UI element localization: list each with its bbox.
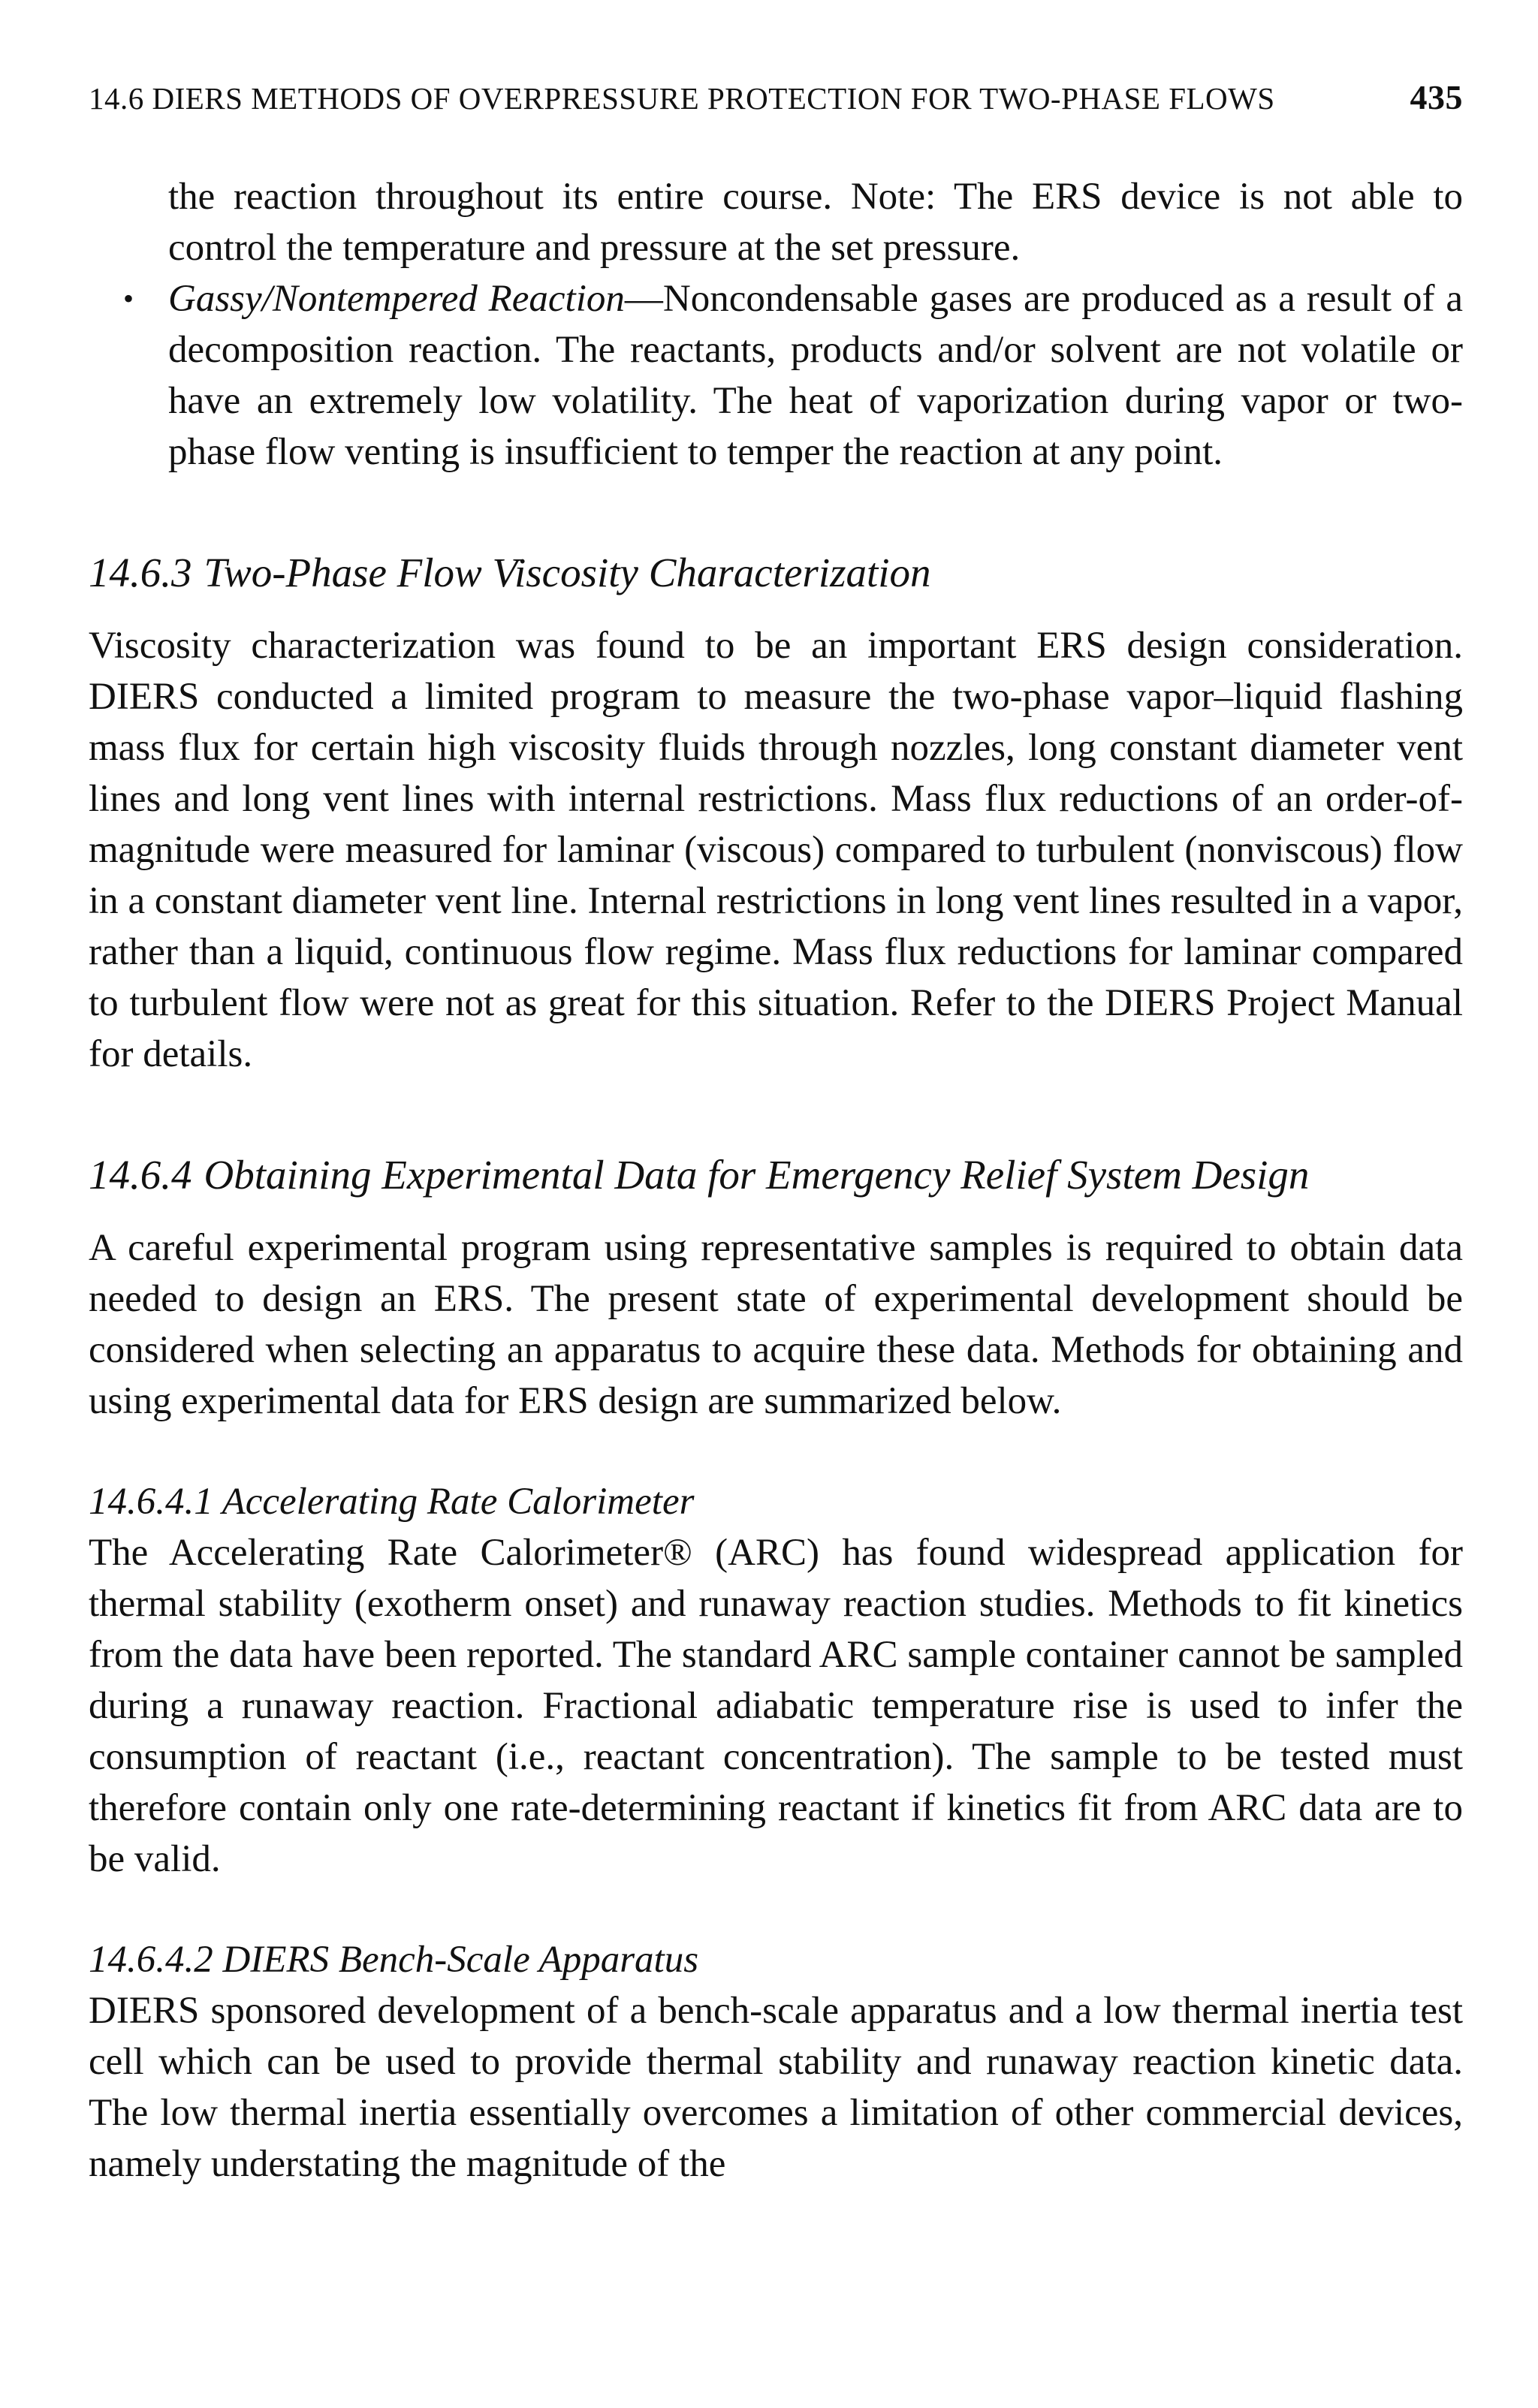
running-title: 14.6 DIERS METHODS OF OVERPRESSURE PROTECTION FOR TWO-PHASE FLOWS bbox=[89, 81, 1275, 116]
paragraph-bench-scale: DIERS sponsored development of a bench-scale apparatus and a low thermal inertia test cell which can be used to provide thermal stability and runaway reaction kinetic data. The low thermal inertia essentially overcomes a limitation of other commercial devices, namely understating the magnitude of the bbox=[89, 1990, 1463, 2185]
paragraph-experimental-data: A careful experimental program using representative samples is required to obtain data needed to design an ERS. The present state of experimental development should be considered when selecting an apparatus to acquire these data. Methods for obtaining and using experimental data for ERS design are summarized below. bbox=[89, 1227, 1463, 1422]
subsection-title: DIERS Bench-Scale Apparatus bbox=[222, 1939, 699, 1981]
continued-paragraph: the reaction throughout its entire course. Note: The ERS device is not able to control the temperature and pressure at the set pressure. bbox=[168, 176, 1463, 269]
bullet-text bbox=[168, 273, 1463, 478]
paragraph-arc: The Accelerating Rate Calorimeter® (ARC) has found widespread application for thermal stability (exotherm onset) and runaway reaction studies. Methods to fit kinetics from the data have been reported. The standard ARC sample container cannot be sampled during a runaway reaction. Fractional adiabatic temperature rise is used to infer the consumption of reactant (i.e., reactant concentration). The sample to be tested must therefore contain only one rate-determining reactant if kinetics fit from ARC data are to be valid. bbox=[89, 1532, 1463, 1880]
subsection-number: 14.6.4.1 bbox=[89, 1481, 213, 1523]
subsection-number: 14.6.4.2 bbox=[89, 1939, 213, 1981]
book-page bbox=[89, 0, 1463, 2408]
bullet-icon: • bbox=[122, 282, 134, 315]
page-body bbox=[89, 171, 1463, 2190]
bullet-term: Gassy/Nontempered Reaction bbox=[168, 278, 625, 320]
bullet-description: —Noncondensable gases are produced as a result of a decomposition reaction. The reactants, products and/or solvent are not volatile or have an extremely low volatility. The heat of vaporization during vapor or two-phase flow venting is insufficient to temper the reaction at any point. bbox=[168, 278, 1463, 473]
section-title: Obtaining Experimental Data for Emergency Relief System Design bbox=[204, 1152, 1310, 1198]
subsection-heading-14-6-4-2 bbox=[89, 1934, 1463, 1985]
page-number: 435 bbox=[1410, 78, 1463, 116]
section-number: 14.6.4 bbox=[89, 1152, 192, 1198]
bullet-item-gassy-reaction bbox=[89, 273, 1463, 478]
subsection-title: Accelerating Rate Calorimeter bbox=[222, 1481, 695, 1523]
paragraph-viscosity: Viscosity characterization was found to be an important ERS design consideration. DIERS conducted a limited program to measure the two-phase vapor–liquid flashing mass flux for certain high viscosity fluids through nozzles, long constant diameter vent lines and long vent lines with internal restrictions. Mass flux reductions of an order-of-magnitude were measured for laminar (viscous) compared to turbulent (nonviscous) flow in a constant diameter vent line. Internal restrictions in long vent lines resulted in a vapor, rather than a liquid, continuous flow regime. Mass flux reductions for laminar compared to turbulent flow were not as great for this situation. Refer to the DIERS Project Manual for details. bbox=[89, 625, 1463, 1075]
subsection-heading-14-6-4-1 bbox=[89, 1476, 1463, 1527]
section-heading-14-6-4 bbox=[89, 1149, 1463, 1201]
running-header bbox=[89, 77, 1463, 122]
section-heading-14-6-3 bbox=[89, 547, 1463, 599]
section-number: 14.6.3 bbox=[89, 550, 192, 595]
section-title: Two-Phase Flow Viscosity Characterization bbox=[204, 550, 931, 595]
